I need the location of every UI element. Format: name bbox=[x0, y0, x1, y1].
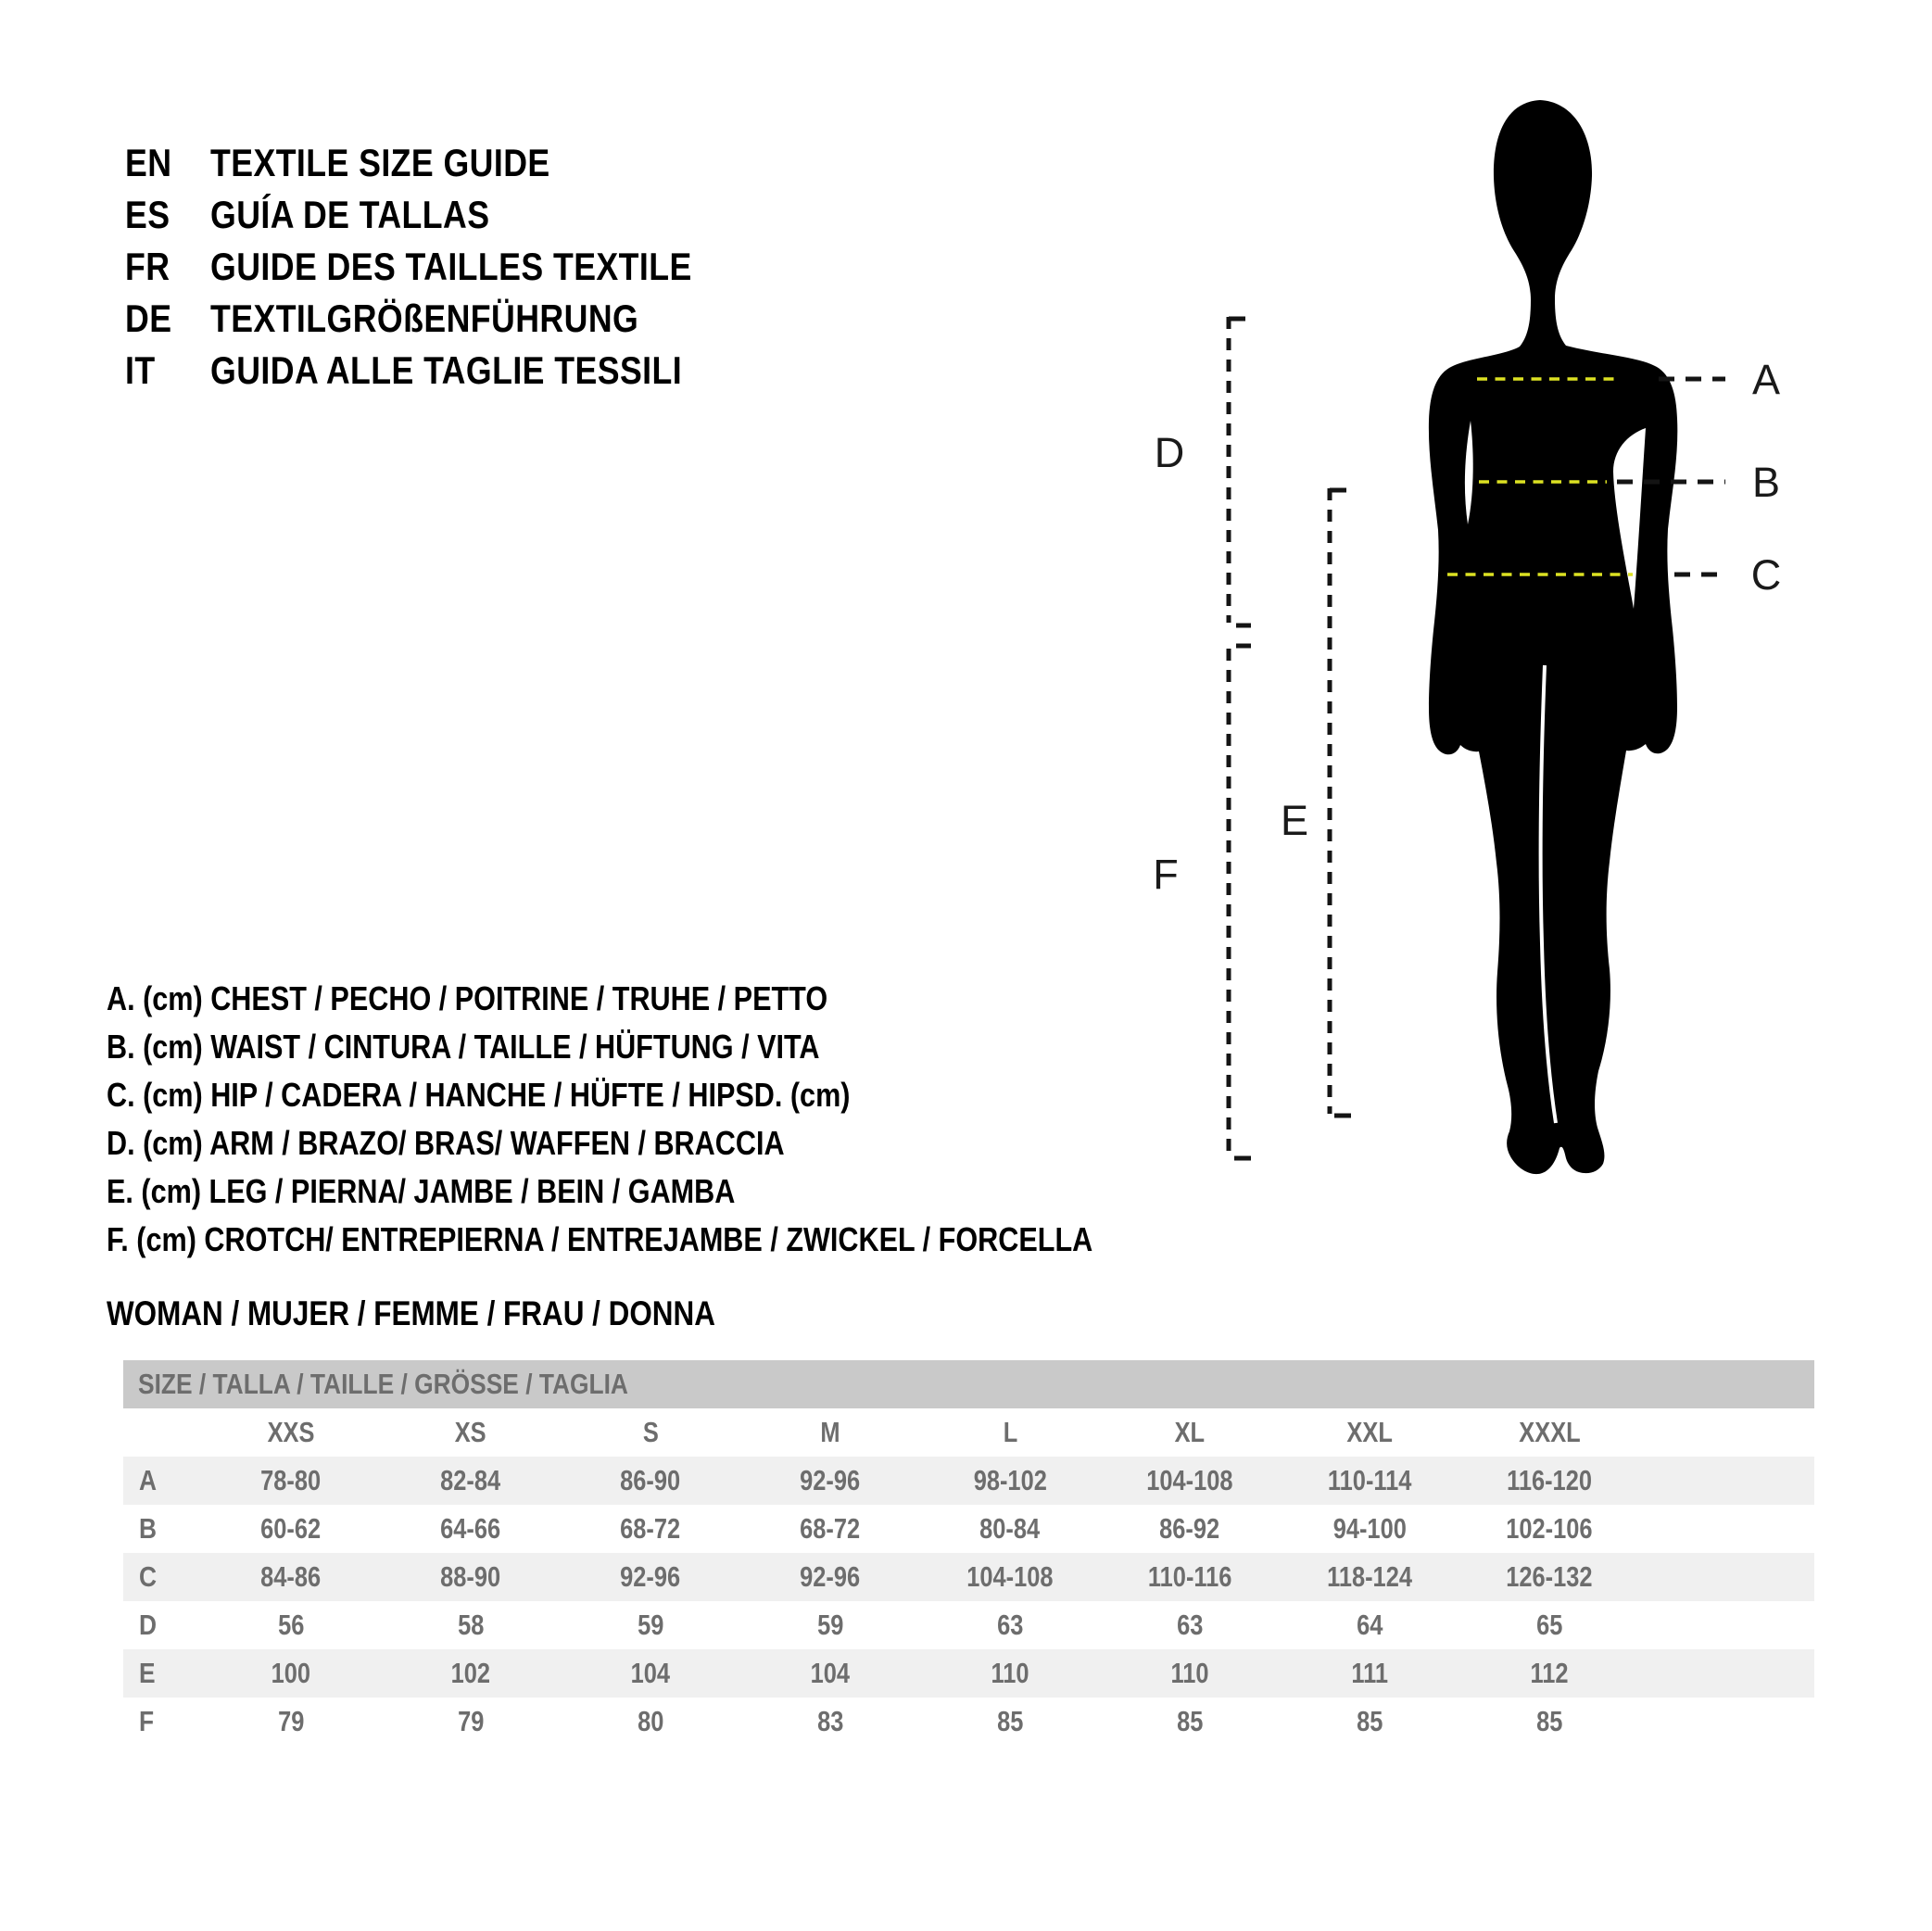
table-cell bbox=[920, 1609, 1100, 1642]
table-cell-text: 112 bbox=[1530, 1657, 1569, 1689]
table-cell bbox=[1280, 1512, 1459, 1546]
table-cell bbox=[201, 1609, 381, 1642]
table-cell bbox=[920, 1512, 1100, 1546]
size-column-header-text: S bbox=[642, 1416, 659, 1448]
row-label-text: F bbox=[139, 1705, 155, 1737]
table-cell-text: 110 bbox=[991, 1657, 1029, 1689]
table-cell-text: 80 bbox=[637, 1705, 664, 1737]
label-leg-e: E bbox=[1280, 797, 1309, 844]
size-column-header-text: XL bbox=[1174, 1416, 1206, 1448]
legend-line bbox=[107, 1119, 1267, 1167]
table-cell-text: 85 bbox=[1356, 1705, 1383, 1737]
size-column-header bbox=[1280, 1416, 1459, 1449]
size-column-header bbox=[201, 1416, 381, 1449]
table-cell-text: 100 bbox=[271, 1657, 311, 1689]
table-cell-text: 92-96 bbox=[800, 1464, 861, 1496]
legend-line-text: C. (cm) HIP / CADERA / HANCHE / HÜFTE / HIPSD. (cm) bbox=[107, 1076, 851, 1114]
table-cell bbox=[561, 1705, 740, 1738]
table-cell bbox=[1280, 1609, 1459, 1642]
table-cell bbox=[1280, 1705, 1459, 1738]
label-crotch-f: F bbox=[1153, 851, 1179, 898]
table-cell bbox=[1459, 1657, 1639, 1690]
legend-line bbox=[107, 1023, 1267, 1071]
size-column-header-text: M bbox=[820, 1416, 840, 1448]
gender-heading-text: WOMAN / MUJER / FEMME / FRAU / DONNA bbox=[107, 1294, 715, 1332]
row-label-text: A bbox=[139, 1464, 158, 1496]
table-cell-text: 59 bbox=[816, 1609, 844, 1641]
legend-line-text: A. (cm) CHEST / PECHO / POITRINE / TRUHE / PETTO bbox=[107, 979, 828, 1017]
table-cell bbox=[920, 1657, 1100, 1690]
size-table-header-text: SIZE / TALLA / TAILLE / GRÖSSE / TAGLIA bbox=[138, 1368, 628, 1400]
table-cell-text: 63 bbox=[996, 1609, 1024, 1641]
language-row bbox=[125, 189, 777, 241]
legend-line bbox=[107, 1216, 1267, 1264]
table-cell bbox=[201, 1705, 381, 1738]
table-row bbox=[123, 1601, 1814, 1649]
table-cell bbox=[1280, 1464, 1459, 1497]
size-column-header-text: XXS bbox=[267, 1416, 315, 1448]
size-column-header-text: XXL bbox=[1346, 1416, 1393, 1448]
table-cell-text: 104 bbox=[630, 1657, 671, 1689]
language-code: DE bbox=[125, 297, 172, 340]
language-row bbox=[125, 345, 777, 397]
table-cell bbox=[740, 1464, 920, 1497]
language-row bbox=[125, 293, 777, 345]
row-label-cell bbox=[123, 1560, 201, 1594]
size-column-header bbox=[561, 1416, 740, 1449]
table-cell-text: 82-84 bbox=[440, 1464, 501, 1496]
table-cell-text: 58 bbox=[457, 1609, 485, 1641]
table-cell-text: 110-114 bbox=[1327, 1464, 1412, 1496]
language-title: GUÍA DE TALLAS bbox=[210, 193, 490, 236]
language-code: EN bbox=[125, 141, 172, 184]
size-column-header-text: L bbox=[1003, 1416, 1017, 1448]
table-cell-text: 65 bbox=[1535, 1609, 1563, 1641]
table-cell bbox=[561, 1560, 740, 1594]
size-column-header bbox=[920, 1416, 1100, 1449]
table-cell-text: 56 bbox=[277, 1609, 305, 1641]
legend-line bbox=[107, 1167, 1267, 1216]
table-cell bbox=[1459, 1512, 1639, 1546]
language-row bbox=[125, 137, 777, 189]
table-cell-text: 80-84 bbox=[979, 1512, 1041, 1545]
legend-line-text: E. (cm) LEG / PIERNA/ JAMBE / BEIN / GAMBA bbox=[107, 1172, 736, 1210]
table-cell bbox=[1100, 1705, 1280, 1738]
label-chest-a: A bbox=[1751, 356, 1781, 403]
legend-line-text: F. (cm) CROTCH/ ENTREPIERNA / ENTREJAMBE / ZWICKEL / FORCELLA bbox=[107, 1220, 1093, 1258]
table-cell bbox=[1459, 1609, 1639, 1642]
table-cell-text: 86-90 bbox=[620, 1464, 681, 1496]
language-title: TEXTILGRÖßENFÜHRUNG bbox=[210, 297, 639, 340]
language-title-list bbox=[125, 137, 777, 397]
measurement-legend bbox=[107, 975, 1267, 1264]
table-cell bbox=[201, 1512, 381, 1546]
table-cell-text: 104 bbox=[810, 1657, 851, 1689]
table-cell bbox=[381, 1560, 561, 1594]
table-cell bbox=[561, 1657, 740, 1690]
table-cell bbox=[561, 1609, 740, 1642]
table-cell-text: 86-92 bbox=[1159, 1512, 1220, 1545]
table-cell bbox=[1100, 1464, 1280, 1497]
size-column-header bbox=[740, 1416, 920, 1449]
row-label-cell bbox=[123, 1609, 201, 1642]
table-cell bbox=[1459, 1560, 1639, 1594]
table-cell bbox=[381, 1609, 561, 1642]
legend-line bbox=[107, 1071, 1267, 1119]
size-table-sizes-row bbox=[123, 1408, 1814, 1457]
table-cell-text: 79 bbox=[277, 1705, 305, 1737]
table-cell bbox=[381, 1657, 561, 1690]
table-cell-text: 68-72 bbox=[800, 1512, 861, 1545]
table-cell-text: 78-80 bbox=[260, 1464, 322, 1496]
table-cell bbox=[920, 1560, 1100, 1594]
table-cell-text: 104-108 bbox=[1146, 1464, 1233, 1496]
legend-line bbox=[107, 975, 1267, 1023]
table-cell-text: 104-108 bbox=[966, 1560, 1054, 1593]
table-cell-text: 102-106 bbox=[1506, 1512, 1593, 1545]
table-cell-text: 85 bbox=[996, 1705, 1024, 1737]
row-label-text: C bbox=[139, 1560, 158, 1593]
table-cell-text: 85 bbox=[1535, 1705, 1563, 1737]
table-cell bbox=[381, 1705, 561, 1738]
table-row bbox=[123, 1457, 1814, 1505]
table-cell bbox=[1100, 1657, 1280, 1690]
table-cell bbox=[740, 1512, 920, 1546]
table-cell bbox=[740, 1560, 920, 1594]
table-cell bbox=[1100, 1609, 1280, 1642]
woman-silhouette bbox=[1429, 100, 1677, 1174]
table-cell-text: 126-132 bbox=[1506, 1560, 1593, 1593]
table-cell-text: 94-100 bbox=[1332, 1512, 1407, 1545]
table-cell bbox=[920, 1464, 1100, 1497]
table-cell bbox=[1459, 1464, 1639, 1497]
table-cell bbox=[561, 1512, 740, 1546]
table-row bbox=[123, 1698, 1814, 1746]
table-cell-text: 102 bbox=[450, 1657, 491, 1689]
table-cell-text: 64 bbox=[1356, 1609, 1383, 1641]
language-title: GUIDA ALLE TAGLIE TESSILI bbox=[210, 348, 683, 392]
table-cell bbox=[201, 1560, 381, 1594]
table-cell-text: 63 bbox=[1176, 1609, 1204, 1641]
table-cell-text: 85 bbox=[1176, 1705, 1204, 1737]
row-label-cell bbox=[123, 1705, 201, 1738]
table-cell bbox=[1280, 1560, 1459, 1594]
table-cell-text: 118-124 bbox=[1327, 1560, 1412, 1593]
size-column-header bbox=[381, 1416, 561, 1449]
label-arm-d: D bbox=[1154, 429, 1185, 476]
table-cell bbox=[1280, 1657, 1459, 1690]
table-cell-text: 83 bbox=[816, 1705, 844, 1737]
table-row bbox=[123, 1505, 1814, 1553]
legend-line-text: D. (cm) ARM / BRAZO/ BRAS/ WAFFEN / BRACCIA bbox=[107, 1124, 785, 1162]
table-cell bbox=[381, 1464, 561, 1497]
row-label-text: B bbox=[139, 1512, 158, 1545]
language-code: FR bbox=[125, 245, 170, 288]
table-cell-text: 59 bbox=[637, 1609, 664, 1641]
size-column-header bbox=[1100, 1416, 1280, 1449]
gender-heading bbox=[107, 1290, 823, 1338]
label-waist-b: B bbox=[1751, 459, 1781, 506]
legend-line-text: B. (cm) WAIST / CINTURA / TAILLE / HÜFTUNG / VITA bbox=[107, 1028, 820, 1066]
size-column-header bbox=[1459, 1416, 1639, 1449]
table-cell bbox=[1100, 1560, 1280, 1594]
size-table-header-bar bbox=[123, 1360, 1814, 1408]
table-cell bbox=[1459, 1705, 1639, 1738]
table-cell-text: 92-96 bbox=[800, 1560, 861, 1593]
language-row bbox=[125, 241, 777, 293]
language-title: TEXTILE SIZE GUIDE bbox=[210, 141, 550, 184]
table-cell-text: 88-90 bbox=[440, 1560, 501, 1593]
table-cell-text: 98-102 bbox=[973, 1464, 1047, 1496]
size-column-header-text: XS bbox=[455, 1416, 486, 1448]
size-table bbox=[123, 1360, 1814, 1746]
table-cell bbox=[740, 1657, 920, 1690]
table-row bbox=[123, 1553, 1814, 1601]
table-cell bbox=[740, 1705, 920, 1738]
table-cell bbox=[1100, 1512, 1280, 1546]
language-code: IT bbox=[125, 348, 156, 392]
size-table-body bbox=[123, 1457, 1814, 1746]
size-column-header-text: XXXL bbox=[1518, 1416, 1581, 1448]
table-cell-text: 92-96 bbox=[620, 1560, 681, 1593]
language-title: GUIDE DES TAILLES TEXTILE bbox=[210, 245, 692, 288]
table-cell bbox=[561, 1464, 740, 1497]
table-cell-text: 60-62 bbox=[260, 1512, 322, 1545]
table-cell-text: 84-86 bbox=[260, 1560, 322, 1593]
table-row bbox=[123, 1649, 1814, 1698]
table-cell-text: 116-120 bbox=[1507, 1464, 1592, 1496]
table-cell bbox=[381, 1512, 561, 1546]
table-cell-text: 110 bbox=[1170, 1657, 1209, 1689]
table-cell bbox=[201, 1657, 381, 1690]
row-label-cell bbox=[123, 1512, 201, 1546]
table-cell-text: 110-116 bbox=[1147, 1560, 1232, 1593]
row-label-text: E bbox=[139, 1657, 156, 1689]
table-cell bbox=[740, 1609, 920, 1642]
row-label-text: D bbox=[139, 1609, 158, 1641]
table-cell bbox=[920, 1705, 1100, 1738]
label-hip-c: C bbox=[1750, 551, 1782, 599]
table-cell-text: 68-72 bbox=[620, 1512, 681, 1545]
row-label-cell bbox=[123, 1464, 201, 1497]
table-cell-text: 64-66 bbox=[440, 1512, 501, 1545]
table-cell-text: 79 bbox=[457, 1705, 485, 1737]
language-code: ES bbox=[125, 193, 170, 236]
row-label-cell bbox=[123, 1657, 201, 1690]
table-cell-text: 111 bbox=[1351, 1657, 1388, 1689]
table-cell bbox=[201, 1464, 381, 1497]
